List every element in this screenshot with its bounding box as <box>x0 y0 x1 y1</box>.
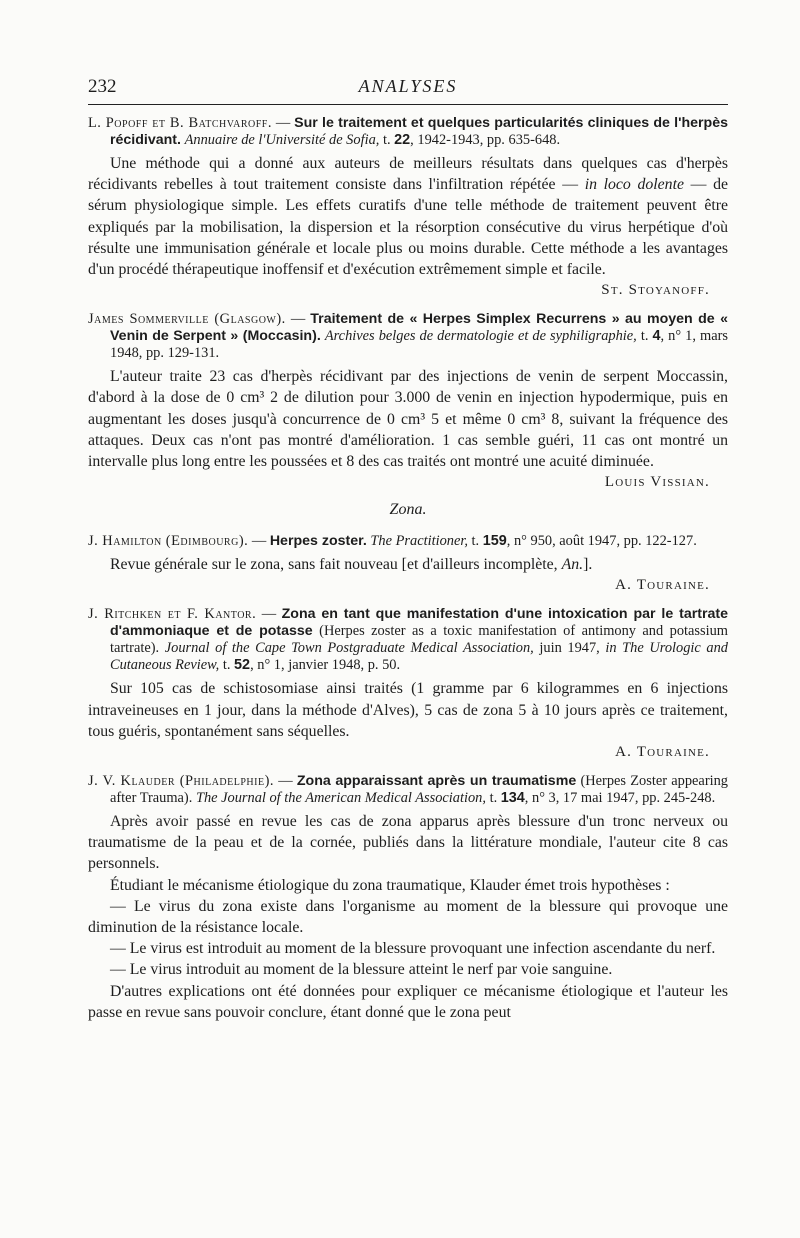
citation-ref-mid: juin 1947, <box>533 640 606 657</box>
citation-ref-pre: t. <box>485 790 501 807</box>
citation-authors: James Sommerville (Glasgow). <box>88 311 286 328</box>
citation: James Sommerville (Glasgow). — Traitement de « Herpes Simplex Recurrens » au moyen de « Venin de Serpent » (Moccasin). Archives belges de dermatologie et de syphiligraphie, t. 4, n° 1, mars 1948, pp. 129-131. <box>88 311 728 362</box>
citation-journal: The Practitioner, <box>370 533 468 550</box>
citation-ref: , 1942-1943, pp. 635-648. <box>410 132 561 148</box>
citation-title: Zona en tant que manifestation d'une intoxication par le tartrate d'ammoniaque et de potasse <box>110 606 728 640</box>
citation-volume: 134 <box>500 790 525 807</box>
header-rule <box>88 104 728 105</box>
citation: J. Hamilton (Edimbourg). — Herpes zoster. The Practitioner, t. 159, n° 950, août 1947, pp. 122-127. <box>88 533 697 550</box>
citation-journal-secondary: in The Urologic and Cutaneous Review, <box>110 640 728 674</box>
citation-ref: , n° 1, mars 1948, pp. 129-131. <box>110 328 728 362</box>
page-header <box>88 72 728 96</box>
section-title: Zona. <box>389 501 427 519</box>
citation-volume: 159 <box>482 533 507 550</box>
citation-title: Traitement de « Herpes Simplex Recurrens » au moyen de « Venin de Serpent » (Moccasin). <box>110 311 728 345</box>
abstract-entry-popoff <box>88 115 728 301</box>
abstract-entry-hamilton <box>88 533 728 596</box>
citation-journal: Archives belges de dermatologie et de syphiligraphie, <box>324 328 637 345</box>
abstract-paragraph <box>88 153 728 280</box>
abstract-entry-klauder <box>88 773 728 1023</box>
citation-ref-pre: t. <box>379 132 395 148</box>
abstract-paragraph: D'autres explications ont été données pour expliquer ce mécanisme étiologique et l'auteur les passe en revue sans pouvoir conclure, étant donné que le zona peut <box>88 982 728 1021</box>
citation-volume: 4 <box>652 328 661 345</box>
citation-title-translation: (Herpes zoster as a toxic manifestation of antimony and potassium tartrate). <box>110 623 728 657</box>
citation-ref-pre: t. <box>219 657 235 674</box>
citation-volume: 52 <box>234 657 251 674</box>
citation-authors: J. Hamilton (Edimbourg). <box>88 533 249 550</box>
citation-title: Herpes zoster. <box>269 533 367 550</box>
paragraph-text: — de sérum physiologique simple. Les effets curatifs d'une telle méthode de traitement peuvent être expliqués par la mobilisation, la dispersion et la résorption consécutive du virus herpétique d'où résulte une immunisation générale et locale plus ou moins durable. Cette méthode a les avantages d'un procédé thérapeutique inoffensif et d'exécution extrêmement simple et facile. <box>88 176 729 279</box>
abstract-paragraph: Après avoir passé en revue les cas de zona apparus après blessure d'un tronc nerveux ou traumatisme de la peau et de la cornée, publiés dans la littérature mondiale, l'auteur cite 8 cas personnels. <box>88 813 728 873</box>
signature: St. Stoyanoff. <box>601 282 710 299</box>
abstract-paragraph: — Le virus est introduit au moment de la blessure provoquant une infection ascendante du nerf. <box>110 940 716 958</box>
running-title: ANALYSES <box>358 76 458 96</box>
paragraph-end: ]. <box>583 556 593 574</box>
citation-title: Zona apparaissant après un traumatisme <box>296 773 577 790</box>
abstract-paragraph <box>88 554 728 575</box>
abstract-paragraph: L'auteur traite 23 cas d'herpès récidivant par des injections de venin de serpent Moccassin, d'abord à la dose de 0 cm³ 2 de dilution pour 3.000 de venin en injection hypodermique, puis en augmentant les doses jusqu'à concurrence de 0 cm³ 5 et même 0 cm³ 8, suivant la fréquence des attaques. Deux cas n'ont pas montré d'amélioration. 1 cas semble guéri, 11 cas ont montré un intervalle plus long entre les poussées et 8 des cas traités ont montré une acuité diminuée. <box>88 368 728 471</box>
citation-journal: Journal of the Cape Town Postgraduate Medical Association, <box>164 640 534 657</box>
citation: J. Ritchken et F. Kantor. — Zona en tant que manifestation d'une intoxication par le tartrate d'ammoniaque et de potasse (Herpes zoster as a toxic manifestation of antimony and potassium tartrate). Journal of the Cape Town Postgraduate Medical Association, juin 1947, in The Urologic and Cutaneous Review, t. 52, n° 1, janvier 1948, p. 50. <box>88 606 728 674</box>
citation-ref-pre: t. <box>636 328 653 345</box>
abstract-paragraph: — Le virus introduit au moment de la blessure atteint le nerf par voie sanguine. <box>110 961 613 979</box>
signature: A. Touraine. <box>615 744 710 761</box>
paragraph-italic: An. <box>561 556 584 574</box>
signature: Louis Vissian. <box>604 474 710 491</box>
citation-authors: J. V. Klauder (Philadelphie). <box>88 773 274 790</box>
citation-journal: Annuaire de l'Université de Sofia, <box>184 132 380 148</box>
citation-title: Sur le traitement et quelques particularités cliniques de l'herpès récidivant. <box>110 115 728 148</box>
citation: L. Popoff et B. Batchvaroff. — Sur le traitement et quelques particularités cliniques de l'herpès récidivant. Annuaire de l'Université de Sofia, t. 22, 1942-1943, pp. 635-648. <box>88 115 728 148</box>
page-number: 232 <box>88 76 117 97</box>
citation-ref: , n° 1, janvier 1948, p. 50. <box>250 657 401 674</box>
abstract-entry-ritchken <box>88 606 728 763</box>
citation-volume: 22 <box>394 132 411 148</box>
abstract-paragraph: Étudiant le mécanisme étiologique du zona traumatique, Klauder émet trois hypothèses : <box>110 876 670 894</box>
abstract-entry-sommerville <box>88 311 728 493</box>
citation-authors: J. Ritchken et F. Kantor. <box>88 606 257 623</box>
abstract-paragraph: Sur 105 cas de schistosomiase ainsi traités (1 gramme par 6 kilogrammes en 6 injections intraveineuses en 1 jour, dans la méthode d'Alves), 5 cas de zona 5 à 10 jours après ce traitement, tous guéris, spontanément sans séquelles. <box>88 680 728 740</box>
signature: A. Touraine. <box>615 577 710 594</box>
citation-journal: The Journal of the American Medical Association, <box>195 790 486 807</box>
citation-title-translation: (Herpes Zoster appearing after Trauma). <box>110 773 728 807</box>
citation-ref: , n° 950, août 1947, pp. 122-127. <box>506 533 697 550</box>
abstract-paragraph: — Le virus du zona existe dans l'organisme au moment de la blessure qui provoque une diminution de la résistance locale. <box>88 897 728 937</box>
paragraph-italic: in loco dolente <box>584 176 684 194</box>
citation-authors: L. Popoff et B. Batchvaroff. <box>88 115 272 131</box>
paragraph-text: Revue générale sur le zona, sans fait nouveau [et d'ailleurs incomplète, <box>110 556 558 574</box>
citation: J. V. Klauder (Philadelphie). — Zona apparaissant après un traumatisme (Herpes Zoster appearing after Trauma). The Journal of the American Medical Association, t. 134, n° 3, 17 mai 1947, pp. 245-248. <box>88 773 728 807</box>
paragraph-text: Une méthode qui a donné aux auteurs de meilleurs résultats dans quelques cas d'herpès récidivants rebelles à tout traitement consiste dans l'infiltration répétée — <box>88 155 728 194</box>
citation-ref: , n° 3, 17 mai 1947, pp. 245-248. <box>524 790 716 807</box>
citation-ref-pre: t. <box>467 533 483 550</box>
